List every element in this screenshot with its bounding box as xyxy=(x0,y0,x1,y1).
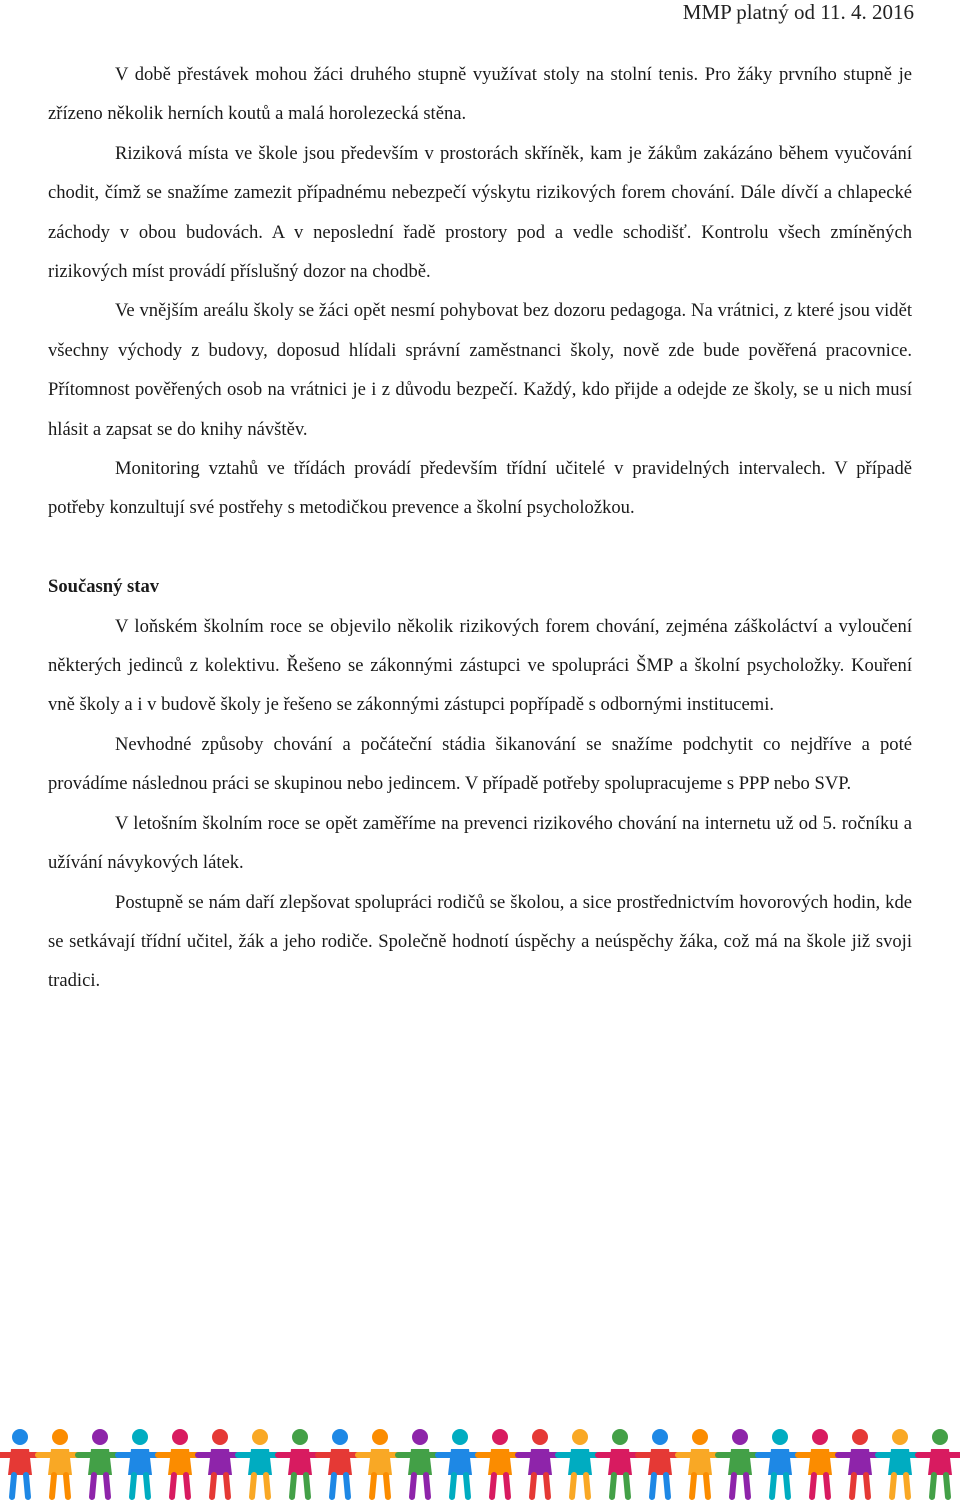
page-header: MMP platný od 11. 4. 2016 xyxy=(682,0,914,24)
child-figure xyxy=(558,1429,602,1497)
paragraph-risk-places: Riziková místa ve škole jsou především v prostorách skříněk, kam je žákům zakázáno během vyučování chodit, čímž se snažíme zamezit případnému nebezpečí výskytu rizikových forem chování. Dále dívčí a chlapecké záchody v obou budovách. A v neposlední řadě prostory pod a vedle schodišť. Kontrolu všech zmíněných rizikových míst provádí příslušný dozor na chodbě. xyxy=(48,142,912,283)
child-figure xyxy=(478,1429,522,1497)
child-figure xyxy=(638,1429,682,1497)
child-figure xyxy=(278,1429,322,1497)
child-figure xyxy=(398,1429,442,1497)
child-figure xyxy=(878,1429,922,1497)
child-figure xyxy=(438,1429,482,1497)
child-figure xyxy=(758,1429,802,1497)
child-figure xyxy=(598,1429,642,1497)
child-figure xyxy=(838,1429,882,1497)
child-figure xyxy=(918,1429,960,1497)
child-figure xyxy=(238,1429,282,1497)
children-figures-icon xyxy=(0,1421,960,1501)
paragraph-monitoring: Monitoring vztahů ve třídách provádí především třídní učitelé v pravidelných intervalech. V případě potřeby konzultují své postřehy s metodičkou prevence a školní psycholožkou. xyxy=(48,458,912,519)
child-figure xyxy=(678,1429,722,1497)
paragraph-bullying: Nevhodné způsoby chování a počáteční stádia šikanování se snažíme podchytit co nejdříve a poté provádíme následnou práci se skupinou nebo jedincem. V případě potřeby spolupracujeme s PPP nebo SVP. xyxy=(48,733,912,795)
paragraph-parents: Postupně se nám daří zlepšovat spolupráci rodičů se školou, a sice prostřednictvím hovorových hodin, kde se setkávají třídní učitel, žák a jeho rodiče. Společně hodnotí úspěchy a neúspěchy žáka, což má na škole již svoji tradici. xyxy=(48,891,912,992)
child-figure xyxy=(318,1429,362,1497)
paragraph-outdoor-area: Ve vnějším areálu školy se žáci opět nesmí pohybovat bez dozoru pedagoga. Na vrátnici, z které jsou vidět všechny východy z budovy, doposud hlídali správní zaměstnanci školy, nově zde bude pověřená pracovnice. Přítomnost pověřených osob na vrátnici je i z důvodu bezpečí. Každý, kdo přijde a odejde ze školy, se u nich musí hlásit a zapsat se do knihy návštěv. xyxy=(48,300,912,440)
footer-decoration xyxy=(0,1421,960,1501)
child-figure xyxy=(358,1429,402,1497)
child-figure xyxy=(518,1429,562,1497)
paragraph-table-tennis: V době přestávek mohou žáci druhého stupně využívat stoly na stolní tenis. Pro žáky prvního stupně je zřízeno několik herních koutů a malá horolezecká stěna. xyxy=(48,64,912,125)
child-figure xyxy=(38,1429,82,1497)
child-figure xyxy=(798,1429,842,1497)
spacer xyxy=(48,528,912,567)
child-figure xyxy=(118,1429,162,1497)
paragraph-last-year: V loňském školním roce se objevilo několik rizikových forem chování, zejména záškoláctví a vyloučení některých jedinců z kolektivu. Řešeno se zákonnými zástupci ve spolupráci ŠMP a školní psycholožky. Kouření vně školy a i v budově školy je řešeno se zákonnými zástupci popřípadě s odbornými institucemi. xyxy=(48,615,912,716)
document-body xyxy=(48,55,912,1001)
child-figure xyxy=(158,1429,202,1497)
child-figure xyxy=(198,1429,242,1497)
child-figure xyxy=(0,1429,42,1497)
child-figure xyxy=(78,1429,122,1497)
section-heading: Současný stav xyxy=(48,576,160,598)
paragraph-internet-prevention: V letošním školním roce se opět zaměříme na prevenci rizikového chování na internetu už od 5. ročníku a užívání návykových látek. xyxy=(48,812,912,874)
child-figure xyxy=(718,1429,762,1497)
